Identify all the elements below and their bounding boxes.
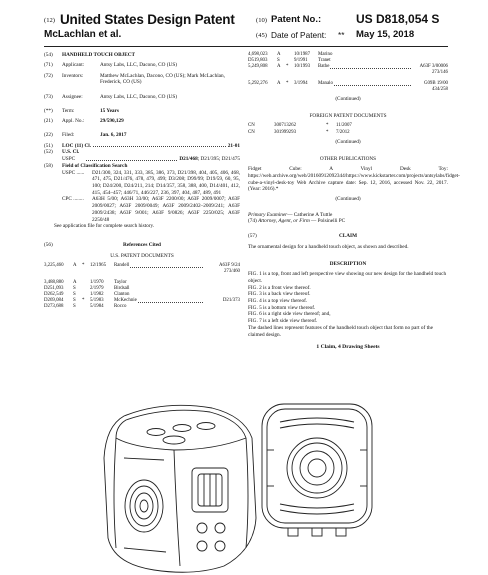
other-publication-text: Fidget Cube: A Vinyl Desk Toy: https://web.archive.org/web/20160912092344/https://www.kickstarter.com/projects/antsylabs/fidget-cube-a-vinyl-desk-toy Web Archive capture date: Sep. 12, 2016, accessed Nov. 22, 2017. (Year: 2016).* [248,166,460,193]
field-56: (56) References Cited [44,242,240,249]
field-71: (71) Applicant: Antsy Labs, LLC, Dacono, CO (US) [44,62,240,69]
primary-examiner: Primary Examiner— Catherine A Tuttle [248,211,333,218]
references-cited-title: References Cited [123,241,161,248]
reference-row [44,304,240,310]
foreign-country: CN [248,129,255,135]
field-72: (72) Inventors: Matthew McLachlan, Dacono, CO (US); Mark McLachlan, Frederick, CO (US) [44,73,240,86]
reference-row [248,81,448,87]
loc-class: 21-01 [227,142,240,149]
code-10: (10) [256,17,267,24]
inventor-line: McLachlan et al. [44,29,122,40]
perspective-cube-svg [94,398,264,575]
reference-kind: A [277,64,281,69]
reference-name: Birdsall [114,286,130,292]
application-number: 29/590,129 [100,118,124,125]
reference-number: 5,249,808 [248,64,268,69]
field-52: (52) U.S. Cl. [44,149,80,156]
reference-kind: S [73,286,76,292]
reference-name-cell [114,304,204,310]
reference-name-cell [114,263,204,269]
front-view-svg [258,400,376,548]
see-application: See application file for complete search history. [54,223,155,230]
reference-name: McKechnie [114,298,137,304]
header-rule [44,46,448,47]
field-22: (22) Filed: Jan. 6, 2017 [44,132,240,139]
date-star: ** [338,30,345,40]
reference-date: 3/1994 [294,81,308,86]
foreign-number: 300713262 [274,123,297,129]
reference-number: 3,488,880 [44,280,64,286]
reference-class: A63F 9/24 [218,263,240,269]
reference-number: D273,688 [44,304,64,310]
reference-kind: S [73,292,76,298]
patent-number: US D818,054 S [356,12,440,26]
foreign-number: 301999293 [274,129,297,135]
field-51: (51) LOC (11) Cl. 21-01 [44,142,240,149]
continued-1: (Continued) [335,96,361,102]
reference-name: Tranet [318,58,331,63]
reference-number: D262,549 [44,292,64,298]
reference-kind: A [73,280,77,286]
reference-leader [334,81,411,86]
reference-kind: S [277,58,280,63]
reference-name: Randell [114,263,130,269]
assignee: Antsy Labs, LLC, Dacono, CO (US) [100,93,177,100]
reference-class [204,304,240,310]
reference-name: Bathe [318,64,330,69]
right-reference-list [248,52,448,93]
field-74: (74) Attorney, Agent, or Firm — Polsinelli PC [248,218,346,225]
reference-date: 5/1984 [90,304,104,310]
field-21: (21) Appl. No.: 29/590,129 [44,118,240,125]
continued-3: (Continued) [335,196,361,203]
reference-number: 5,292,276 [248,81,268,86]
right-column [248,52,460,351]
reference-kind: S [73,298,76,304]
term: 15 Years [100,107,119,114]
foreign-docs-title: FOREIGN PATENT DOCUMENTS [309,112,387,119]
reference-number: D269,084 [44,298,64,304]
foreign-date: 11/2007 [336,123,352,129]
reference-star [82,304,90,310]
field-57: (57) CLAIM [248,233,358,240]
reference-date: 1/1970 [90,280,104,286]
reference-star: * [286,81,289,86]
figure-description: The dashed lines represent features of the handheld touch object that form no part of the claimed design. [248,324,433,338]
left-reference-list [44,263,240,310]
reference-name: Marino [318,52,333,57]
reference-class: G09B 19/00 [423,81,448,86]
reference-row [44,263,240,269]
inventors: Matthew McLachlan, Dacono, CO (US); Mark McLachlan, Frederick, CO (US) [100,72,225,86]
reference-star: * [82,263,85,269]
reference-name: Clanton [114,292,130,298]
reference-extra-class: 273/146 [431,70,448,75]
reference-date: 10/1993 [294,64,311,69]
reference-star: * [286,64,289,69]
figure-description: FIG. 3 is a back view thereof. [248,291,311,298]
reference-date: 10/1987 [294,52,311,57]
reference-leader [138,298,203,303]
field-54: (54) HANDHELD TOUCH OBJECT [44,52,240,59]
reference-kind: A [73,263,77,269]
reference-number: 3,225,460 [44,263,64,269]
us-patent-docs-title: U.S. PATENT DOCUMENTS [110,252,174,259]
filed-date: Jan. 6, 2017 [100,132,127,139]
reference-name: Taylor [114,280,127,286]
figure-description: FIG. 6 is a right side view thereof; and, [248,311,331,318]
reference-leader [330,64,411,69]
reference-name: Manalo [318,81,333,86]
reference-date: 12/1965 [90,263,107,269]
applicant: Antsy Labs, LLC, Dacono, CO (US) [100,62,177,69]
claim-text: The ornamental design for a handheld touch object, as shown and described. [248,243,409,250]
reference-row [248,64,448,70]
header-row-2 [44,29,448,43]
figure-description: FIG. 1 is a top, front and left perspective view showing our new design for the handheld touch object. [248,271,447,284]
reference-date: 9/1991 [294,58,308,63]
reference-number: D519,803 [248,58,268,63]
foreign-star: * [326,129,329,135]
foreign-date: 7/2012 [336,129,350,135]
foreign-reference-row [248,130,448,136]
description-title: DESCRIPTION [329,260,367,267]
figure-description: FIG. 5 is a bottom view thereof. [248,304,316,311]
front-view-drawing [258,400,376,548]
search-uspc: USPC ...... D21/300, 324, 331, 333, 385, 386, 373, D21/398, 404, 405, 406, 468, 471, 475, D21/476, 478, 479, 499; D3/208; D99/99; D19/59, 60, 95, 100; D24/200, D24/211, 214; D14/357, 358, 388, 400, D14/401, 412, 415, 454–457; 446/71, 446/227, 236, 397, 404, 487, 489, 491 [62,169,240,196]
document-title: United States Design Patent [60,12,235,27]
reference-class: A63F 3/00006 [419,64,448,69]
patent-title: HANDHELD TOUCH OBJECT [62,52,136,58]
reference-extra-class: 434/258 [431,87,448,92]
search-cpc: CPC ........ A63H 5/00; A63H 33/00; A63F 2200/00; A63F 2009/0007; A63F 2009/0027; A63F 2009/0049; A63F 2009/2402–2009/241; A63F 2009/2438; A63F 9/001; A63F 9/0826; A63F 2250/025; A63F 2250/48 [62,196,240,223]
reference-kind: A [277,81,281,86]
foreign-country: CN [248,123,255,129]
figure-description: FIG. 2 is a front view thereof. [248,284,311,291]
reference-class: D21/373 [222,298,240,304]
date-label: Date of Patent: [271,30,327,40]
reference-name-cell [318,81,412,87]
reference-kind: S [73,304,76,310]
field-58: (58) Field of Classification Search [44,162,128,169]
code-45: (45) [256,32,267,39]
reference-leader [130,263,203,268]
reference-date: 5/1983 [90,298,104,304]
patent-number-label: Patent No.: [271,14,322,25]
foreign-reference-list [248,123,448,135]
reference-name-cell [318,64,412,70]
reference-extra-class: 273/460 [223,269,240,275]
reference-number: 4,698,023 [248,52,268,57]
figure-description: FIG. 4 is a top view thereof. [248,298,308,305]
reference-name: Rocco [114,304,127,310]
reference-star: * [82,298,85,304]
claims-summary: 1 Claim, 4 Drawing Sheets [316,344,380,351]
other-publications-title: OTHER PUBLICATIONS [319,155,377,162]
perspective-cube-drawing [94,398,264,575]
figure-description-list [248,271,448,338]
field-73: (73) Assignee: Antsy Labs, LLC, Dacono, CO (US) [44,94,240,101]
header-row-1 [44,12,448,28]
reference-number: D251,093 [44,286,64,292]
field-term: (**) Term: 15 Years [44,108,240,115]
patent-date: May 15, 2018 [356,29,415,40]
reference-date: 2/1979 [90,286,104,292]
figure-description: FIG. 7 is a left side view thereof. [248,318,318,325]
uspc-class: USPC D21/468 ; D21/395; D21/475 [62,156,240,163]
reference-kind: A [277,52,281,57]
reference-date: 1/1982 [90,292,104,298]
continued-2: (Continued) [335,138,361,145]
left-column [44,52,240,310]
foreign-star: * [326,123,329,129]
claim-title: CLAIM [338,233,358,240]
code-12: (12) [44,17,55,24]
